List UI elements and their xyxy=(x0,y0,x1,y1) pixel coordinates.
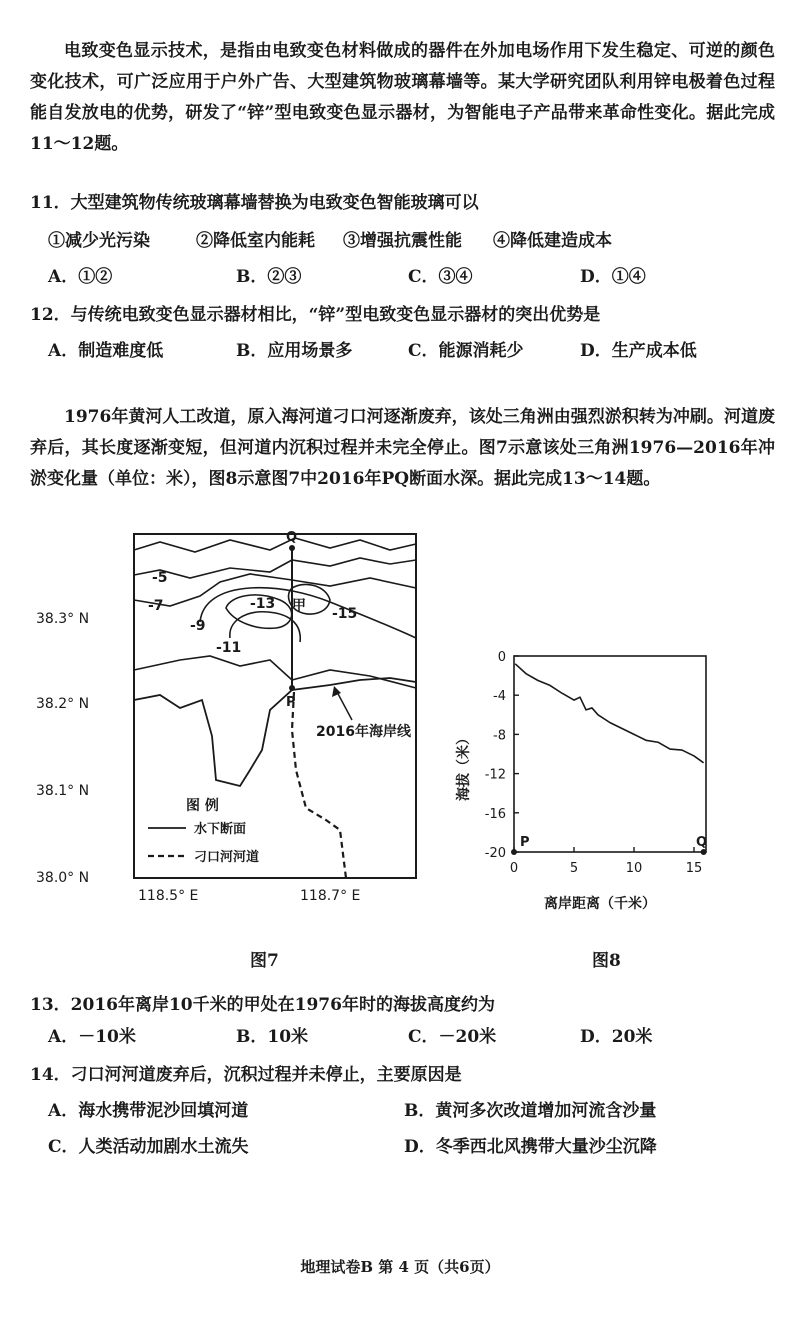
point-p-label: P xyxy=(286,695,296,710)
fig8-plot-frame xyxy=(514,656,706,852)
x-tick-label: 0 xyxy=(509,861,519,876)
fig8-point-p xyxy=(511,849,517,855)
q12-option-a[interactable]: A．制造难度低 xyxy=(48,341,164,361)
coastline-arrow xyxy=(336,690,352,720)
y-tick-label: -20 xyxy=(484,846,506,861)
x-tick-label: 5 xyxy=(569,861,579,876)
x-tick-label: 10 xyxy=(625,861,643,876)
q14-option-b[interactable]: B．黄河多次改道增加河流含沙量 xyxy=(404,1101,657,1121)
q11-option-b[interactable]: B．②③ xyxy=(236,267,302,287)
fig8-q-label: Q xyxy=(696,835,708,850)
question-14-stem: 14．刁口河河道废弃后，沉积过程并未停止，主要原因是 xyxy=(30,1065,462,1085)
legend-title: 图 例 xyxy=(186,798,219,814)
contour-line-minus-11 xyxy=(230,612,300,642)
q13-option-b[interactable]: B．10米 xyxy=(236,1027,309,1047)
legend-item-section: 水下断面 xyxy=(194,822,247,837)
contour-line-minus-9 xyxy=(200,588,416,638)
fig8-depth-profile-line xyxy=(515,664,703,763)
q12-option-b[interactable]: B．应用场景多 xyxy=(236,341,353,361)
coastline-label: 2016年海岸线 xyxy=(316,724,411,740)
figure-7-map xyxy=(30,530,430,910)
contour-label-minus-11: -11 xyxy=(216,640,242,656)
q13-option-c[interactable]: C．－20米 xyxy=(408,1027,497,1047)
passage-2: 1976年黄河人工改道，原入海河道刁口河逐渐废弃，该处三角洲由强烈淤积转为冲刷。河道废弃后，其长度逐渐变短，但河道内沉积过程并未完全停止。图7示意该处三角洲1976—2016年冲淤变化量（单位：米），图8示意图7中2016年PQ断面水深。据此完成13～14题。 xyxy=(30,407,775,489)
contour-label-minus-9: -9 xyxy=(190,618,206,634)
q11-item-1: ①减少光污染 xyxy=(48,231,150,251)
q11-item-2: ②降低室内能耗 xyxy=(196,231,315,251)
q12-option-d[interactable]: D．生产成本低 xyxy=(580,341,697,361)
y-tick-label: -8 xyxy=(493,728,506,744)
point-jia-label: 甲 xyxy=(292,598,306,614)
y-tick-label: -4 xyxy=(493,689,506,705)
q14-option-a[interactable]: A．海水携带泥沙回填河道 xyxy=(48,1101,249,1121)
lon-label-118-5: 118.5° E xyxy=(138,888,199,904)
q11-option-a[interactable]: A．①② xyxy=(48,267,113,287)
lat-label-38-3: 38.3° N xyxy=(36,611,90,627)
fig8-xlabel: 离岸距离（千米） xyxy=(544,896,656,912)
y-tick-label: -12 xyxy=(484,767,506,783)
diaokou-river-channel xyxy=(292,692,346,878)
y-tick-label: 0 xyxy=(497,650,506,665)
point-q-label: Q xyxy=(286,530,298,545)
contour-line-minus-5 xyxy=(134,558,416,578)
legend-item-river: 刁口河河道 xyxy=(194,850,260,865)
figure-8-chart xyxy=(450,630,750,920)
q11-item-4: ④降低建造成本 xyxy=(493,231,612,251)
q11-option-c[interactable]: C．③④ xyxy=(408,267,473,287)
point-q-marker xyxy=(289,545,295,551)
contour-label-minus-15: -15 xyxy=(332,606,358,622)
q12-option-c[interactable]: C．能源消耗少 xyxy=(408,341,524,361)
contour-label-minus-7: -7 xyxy=(148,598,164,614)
lat-label-38-1: 38.1° N xyxy=(36,783,90,799)
fig8-ylabel: 海拔（米） xyxy=(456,731,472,801)
page-footer: 地理试卷B 第 4 页（共6页） xyxy=(300,1258,500,1276)
q11-item-3: ③增强抗震性能 xyxy=(343,231,462,251)
contour-label-minus-5: -5 xyxy=(152,570,168,586)
question-13-stem: 13．2016年离岸10千米的甲处在1976年时的海拔高度约为 xyxy=(30,995,495,1015)
q14-option-c[interactable]: C．人类活动加剧水土流失 xyxy=(48,1137,249,1157)
passage-1: 电致变色显示技术，是指由电致变色材料做成的器件在外加电场作用下发生稳定、可逆的颜色变化技术，可广泛应用于户外广告、大型建筑物玻璃幕墙等。某大学研究团队利用锌电极着色过程能自发放电的优势，研发了“锌”型电致变色显示器材，为智能电子产品带来革命性变化。据此完成11～12题。 xyxy=(30,41,775,154)
figure-7-caption: 图7 xyxy=(250,951,279,971)
lat-label-38-2: 38.2° N xyxy=(36,696,90,712)
q13-option-d[interactable]: D．20米 xyxy=(580,1027,653,1047)
q11-option-d[interactable]: D．①④ xyxy=(580,267,646,287)
question-11-stem: 11．大型建筑物传统玻璃幕墙替换为电致变色智能玻璃可以 xyxy=(30,193,479,213)
contour-line-lower xyxy=(134,656,416,688)
figure-8-caption: 图8 xyxy=(592,951,621,971)
contour-line xyxy=(134,538,416,552)
question-12-stem: 12．与传统电致变色显示器材相比，“锌”型电致变色显示器材的突出优势是 xyxy=(30,305,601,325)
contour-label-minus-13: -13 xyxy=(250,596,276,612)
point-p-marker xyxy=(289,685,295,691)
fig8-p-label: P xyxy=(520,835,530,850)
q14-option-d[interactable]: D．冬季西北风携带大量沙尘沉降 xyxy=(404,1137,657,1157)
x-tick-label: 15 xyxy=(685,861,703,876)
lon-label-118-7: 118.7° E xyxy=(300,888,361,904)
lat-label-38-0: 38.0° N xyxy=(36,870,90,886)
y-tick-label: -16 xyxy=(484,806,506,822)
q13-option-a[interactable]: A．－10米 xyxy=(48,1027,136,1047)
